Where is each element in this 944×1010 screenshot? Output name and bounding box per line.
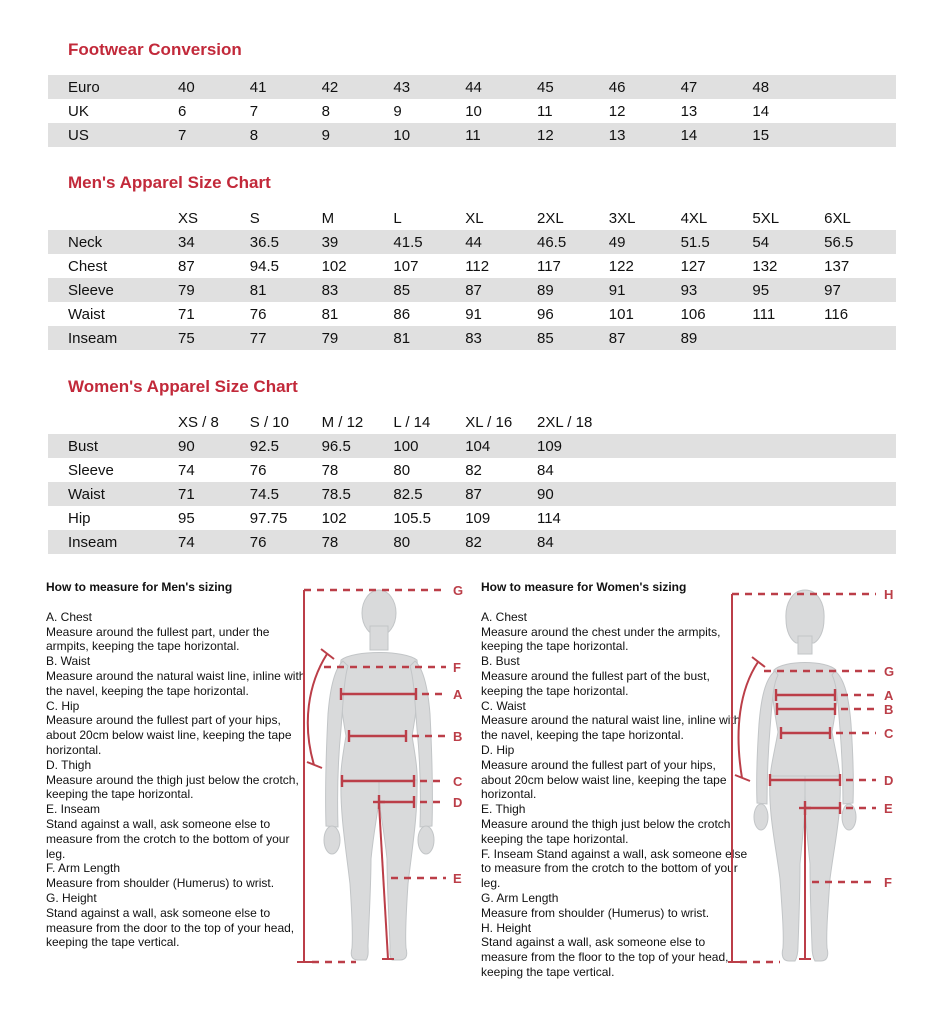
measure-text-line: B. Waist [46, 654, 91, 669]
table-cell: 91 [465, 305, 482, 323]
table-cell: 48 [752, 78, 770, 96]
table-cell: 7 [249, 102, 259, 120]
table-cell: 93 [680, 281, 698, 299]
mens-measure-items [46, 610, 312, 950]
table-cell: 82 [465, 461, 482, 479]
table-row [48, 230, 896, 254]
measure-text-line: Measure around the thigh just below the crotch, keeping the tape horizontal. [481, 816, 734, 846]
row-values [178, 234, 896, 251]
row-values [178, 103, 896, 120]
womens-measure-instructions [481, 580, 749, 980]
measure-text-line: A. Chest [46, 609, 93, 624]
column-header: S [249, 209, 260, 227]
row-label: Euro [68, 78, 100, 96]
table-cell: 117 [536, 257, 561, 275]
table-cell: 101 [608, 305, 634, 323]
table-row [48, 75, 896, 99]
womens-size-table [48, 410, 896, 554]
table-cell: 77 [249, 329, 267, 347]
table-cell: 84 [536, 461, 554, 479]
table-row [48, 99, 896, 123]
measure-text-line: Stand against a wall, ask someone else to measure from the crotch to the bottom of your leg. [46, 816, 290, 861]
table-cell: 7 [178, 126, 187, 144]
table-cell: 87 [608, 329, 626, 347]
table-cell: 127 [680, 257, 706, 275]
row-label: Neck [68, 233, 103, 251]
row-values [178, 127, 896, 144]
table-cell: 107 [393, 257, 419, 275]
measure-text-line: C. Waist [481, 698, 526, 713]
column-header: 6XL [824, 209, 851, 227]
figure-label-arm: G [884, 664, 895, 679]
table-cell: 15 [752, 126, 770, 144]
table-cell: 102 [321, 257, 347, 275]
table-cell: 41 [249, 78, 267, 96]
mens-rows [48, 230, 896, 350]
table-cell: 100 [393, 437, 419, 455]
table-cell: 42 [321, 78, 339, 96]
table-cell: 43 [393, 78, 411, 96]
table-row [48, 434, 896, 458]
row-label: Waist [68, 305, 105, 323]
table-row [48, 302, 896, 326]
table-cell: 91 [608, 281, 626, 299]
mens-measure-heading: How to measure for Men's sizing [46, 580, 233, 594]
measure-text-line: B. Bust [481, 654, 520, 669]
table-cell: 109 [465, 509, 491, 527]
table-cell: 84 [536, 533, 554, 551]
table-cell: 13 [680, 102, 698, 120]
measure-text-line: Measure around the natural waist line, inline with the navel, keeping the tape horizontal. [46, 668, 306, 698]
table-cell: 90 [178, 437, 195, 455]
table-cell: 78.5 [321, 485, 351, 503]
measure-text-line: C. Hip [46, 698, 80, 713]
mens-column-headers [178, 210, 896, 227]
column-header: XL / 16 [465, 413, 513, 431]
column-header: L [393, 209, 402, 227]
measure-text-line: Stand against a wall, ask someone else to measure from the floor to the top of your head, keeping the tape vertical. [481, 935, 729, 979]
male-figure-labels [453, 583, 463, 886]
row-label: US [68, 126, 89, 144]
measure-text-line: H. Height [481, 920, 532, 935]
table-cell: 44 [465, 78, 482, 96]
table-cell: 14 [752, 102, 770, 120]
table-cell: 49 [608, 233, 626, 251]
row-values [178, 258, 896, 275]
column-header: L / 14 [393, 413, 431, 431]
female-measurement-diagram [728, 574, 944, 994]
table-cell: 78 [321, 461, 339, 479]
table-cell: 137 [824, 257, 850, 275]
column-header: 2XL / 18 [536, 413, 593, 431]
figure-label-inseam: E [453, 871, 462, 886]
table-cell: 76 [249, 533, 267, 551]
figure-label-waist: C [884, 726, 894, 741]
mens-header-row [48, 206, 896, 230]
table-cell: 11 [536, 102, 553, 120]
table-cell: 10 [393, 126, 411, 144]
figure-label-inseam: F [884, 875, 892, 890]
womens-rows [48, 434, 896, 554]
table-cell: 87 [465, 485, 482, 503]
table-cell: 75 [178, 329, 195, 347]
column-header: XL [465, 209, 484, 227]
table-cell: 89 [536, 281, 554, 299]
column-header: XS [178, 209, 199, 227]
arm-length-curve [739, 662, 758, 778]
measure-text-line: G. Height [46, 890, 97, 905]
measure-text-line: Measure around the chest under the armpits, keeping the tape horizontal. [481, 624, 721, 654]
row-label: UK [68, 102, 89, 120]
measure-text-line: Stand against a wall, ask someone else to measure from the door to the top of your head, keeping the tape vertical. [46, 905, 295, 950]
table-cell: 96 [536, 305, 554, 323]
column-header: 5XL [752, 209, 780, 227]
table-cell: 51.5 [680, 233, 710, 251]
table-cell: 102 [321, 509, 347, 527]
womens-section-title: Women's Apparel Size Chart [68, 377, 298, 396]
table-cell: 9 [393, 102, 402, 120]
table-cell: 106 [680, 305, 706, 323]
table-row [48, 458, 896, 482]
table-cell: 83 [465, 329, 482, 347]
table-cell: 85 [536, 329, 554, 347]
table-cell: 44 [465, 233, 482, 251]
table-cell: 11 [465, 126, 481, 144]
table-cell: 95 [752, 281, 770, 299]
table-cell: 92.5 [249, 437, 279, 455]
measure-text-line: Measure around the fullest part, under the armpits, keeping the tape horizontal. [46, 624, 270, 654]
row-values [178, 79, 896, 96]
row-values [178, 486, 896, 503]
table-cell: 81 [249, 281, 267, 299]
table-cell: 96.5 [321, 437, 351, 455]
table-cell: 111 [752, 305, 776, 323]
table-cell: 46 [608, 78, 626, 96]
table-cell: 54 [752, 233, 770, 251]
table-cell: 81 [321, 305, 339, 323]
measure-text-line: F. Inseam Stand against a wall, ask someone else to measure from the crotch to the bottom of your leg. [481, 846, 748, 891]
male-measurement-diagram [294, 574, 469, 984]
measure-text-line: G. Arm Length [481, 890, 559, 905]
table-cell: 80 [393, 533, 411, 551]
table-cell: 74 [178, 461, 195, 479]
column-header: 3XL [608, 209, 636, 227]
table-cell: 36.5 [249, 233, 279, 251]
measure-text-line: Measure around the fullest part of the bust, keeping the tape horizontal. [481, 668, 710, 698]
table-cell: 109 [536, 437, 563, 455]
figure-label-height: G [453, 583, 464, 598]
womens-header-row [48, 410, 896, 434]
figure-label-hip: C [453, 774, 463, 789]
column-header: S / 10 [249, 413, 289, 431]
figure-label-thigh: E [884, 801, 893, 816]
table-row [48, 254, 896, 278]
table-cell: 9 [321, 126, 330, 144]
mens-section-title: Men's Apparel Size Chart [68, 173, 271, 192]
table-cell: 89 [680, 329, 698, 347]
footwear-rows [48, 75, 896, 147]
table-row [48, 326, 896, 350]
table-cell: 78 [321, 533, 339, 551]
mens-size-table [48, 206, 896, 350]
row-label: Chest [68, 257, 108, 275]
table-cell: 82.5 [393, 485, 423, 503]
table-cell: 94.5 [249, 257, 279, 275]
table-cell: 8 [321, 102, 330, 120]
figure-label-height: H [884, 587, 894, 602]
table-cell: 34 [178, 233, 195, 251]
column-header: M [321, 209, 335, 227]
womens-measure-items [481, 610, 749, 980]
table-cell: 41.5 [393, 233, 423, 251]
measure-text-line: D. Thigh [46, 757, 92, 772]
table-cell: 104 [465, 437, 491, 455]
table-cell: 81 [393, 329, 411, 347]
row-label: Sleeve [68, 281, 114, 299]
column-header: XS / 8 [178, 413, 219, 431]
table-cell: 56.5 [824, 233, 854, 251]
table-cell: 71 [178, 485, 195, 503]
row-values [178, 306, 896, 323]
measure-text-line: Measure from shoulder (Humerus) to wrist. [46, 876, 275, 891]
table-cell: 74.5 [249, 485, 279, 503]
column-header: M / 12 [321, 413, 364, 431]
table-cell: 45 [536, 78, 554, 96]
female-figure-labels [884, 587, 894, 890]
mens-measure-instructions [46, 580, 312, 950]
table-cell: 82 [465, 533, 482, 551]
measure-text-line: A. Chest [481, 609, 528, 624]
measure-text-line: F. Arm Length [46, 861, 121, 876]
table-cell: 112 [465, 257, 490, 275]
arm-length-curve [308, 654, 327, 765]
table-row [48, 278, 896, 302]
table-cell: 10 [465, 102, 482, 120]
figure-label-chest: A [453, 687, 463, 702]
row-label: Inseam [68, 533, 118, 551]
measure-text-line: Measure around the natural waist line, inline with the navel, keeping the tape horizontal. [481, 713, 741, 743]
table-cell: 122 [608, 257, 634, 275]
figure-label-bust: B [884, 702, 894, 717]
table-cell: 85 [393, 281, 411, 299]
table-cell: 76 [249, 461, 267, 479]
table-cell: 8 [249, 126, 259, 144]
row-values [178, 330, 896, 347]
figure-label-chest: A [884, 688, 894, 703]
table-cell: 87 [178, 257, 195, 275]
table-cell: 86 [393, 305, 411, 323]
table-cell: 83 [321, 281, 339, 299]
measure-text-line: D. Hip [481, 742, 515, 757]
table-cell: 71 [178, 305, 195, 323]
table-cell: 116 [824, 305, 849, 323]
table-cell: 12 [608, 102, 626, 120]
table-cell: 80 [393, 461, 411, 479]
row-values [178, 462, 896, 479]
table-cell: 6 [178, 102, 187, 120]
row-label: Sleeve [68, 461, 114, 479]
womens-column-headers [178, 414, 896, 431]
row-label: Bust [68, 437, 99, 455]
table-cell: 40 [178, 78, 195, 96]
table-cell: 74 [178, 533, 195, 551]
row-values [178, 534, 896, 551]
table-cell: 79 [321, 329, 339, 347]
male-figure-silhouette [324, 590, 434, 960]
figure-label-hip: D [884, 773, 894, 788]
table-cell: 132 [752, 257, 778, 275]
figure-label-arm: F [453, 660, 461, 675]
table-cell: 97.75 [249, 509, 288, 527]
table-cell: 114 [536, 509, 561, 527]
table-row [48, 530, 896, 554]
table-cell: 14 [680, 126, 698, 144]
table-cell: 12 [536, 126, 554, 144]
table-cell: 79 [178, 281, 195, 299]
column-header: 4XL [680, 209, 708, 227]
table-cell: 76 [249, 305, 267, 323]
figure-label-waist: B [453, 729, 463, 744]
table-cell: 105.5 [393, 509, 431, 527]
table-cell: 46.5 [536, 233, 567, 251]
row-label: Hip [68, 509, 91, 527]
measure-text-line: Measure around the fullest part of your hips, about 20cm below waist line, keeping the tape horizontal. [46, 713, 292, 757]
womens-measure-heading: How to measure for Women's sizing [481, 580, 687, 594]
table-cell: 97 [824, 281, 841, 299]
measure-text-line: E. Thigh [481, 802, 526, 817]
table-cell: 90 [536, 485, 554, 503]
measure-text-line: Measure around the fullest part of your hips, about 20cm below waist line, keeping the tape horizontal. [481, 757, 727, 802]
column-header: 2XL [536, 209, 564, 227]
table-cell: 13 [608, 126, 626, 144]
table-cell: 39 [321, 233, 339, 251]
measure-text-line: E. Inseam [46, 802, 101, 817]
table-cell: 87 [465, 281, 482, 299]
row-label: Waist [68, 485, 105, 503]
table-cell: 47 [680, 78, 698, 96]
row-values [178, 510, 896, 527]
row-label: Inseam [68, 329, 118, 347]
row-values [178, 438, 896, 455]
measure-text-line: Measure from shoulder (Humerus) to wrist. [481, 905, 710, 920]
figure-label-thigh: D [453, 795, 463, 810]
footwear-section-title: Footwear Conversion [68, 40, 242, 59]
footwear-table [48, 75, 896, 147]
measure-text-line: Measure around the thigh just below the crotch, keeping the tape horizontal. [46, 772, 299, 802]
table-row [48, 506, 896, 530]
row-values [178, 282, 896, 299]
table-cell: 95 [178, 509, 195, 527]
table-row [48, 123, 896, 147]
table-row [48, 482, 896, 506]
